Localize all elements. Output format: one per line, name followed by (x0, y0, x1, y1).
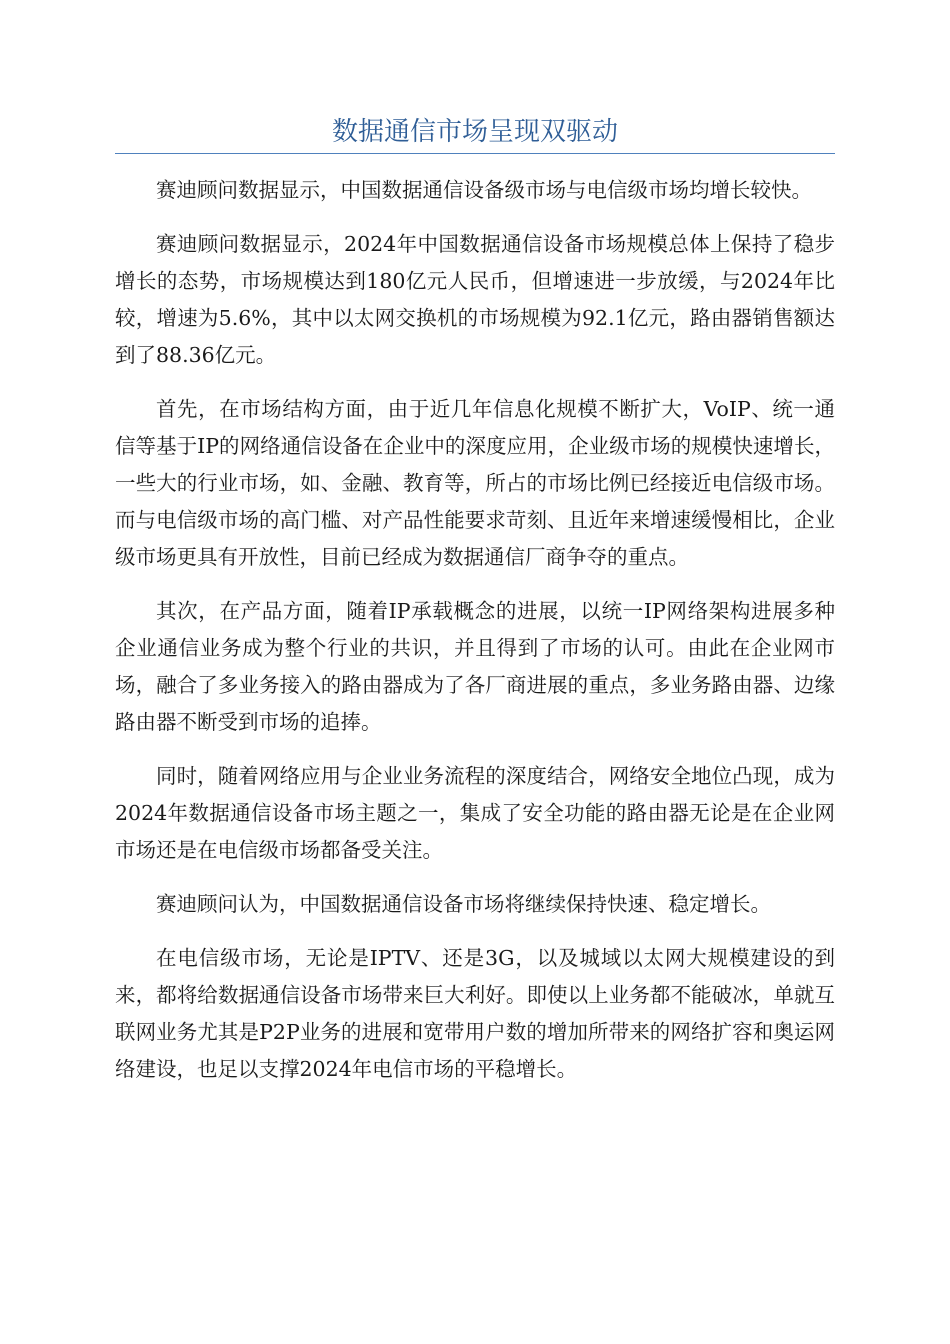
paragraph: 赛迪顾问数据显示，2024年中国数据通信设备市场规模总体上保持了稳步增长的态势，市场规模达到180亿元人民币，但增速进一步放缓，与2024年比较，增速为5.6%，其中以太网交换机的市场规模为92.1亿元，路由器销售额达到了88.36亿元。 (115, 232, 835, 367)
document-body (115, 172, 835, 1105)
paragraph: 首先，在市场结构方面，由于近几年信息化规模不断扩大，VoIP、统一通信等基于IP的网络通信设备在企业中的深度应用，企业级市场的规模快速增长，一些大的行业市场，如、金融、教育等，所占的市场比例已经接近电信级市场。而与电信级市场的高门槛、对产品性能要求苛刻、且近年来增速缓慢相比，企业级市场更具有开放性，目前已经成为数据通信厂商争夺的重点。 (115, 397, 835, 569)
title-underline (115, 153, 835, 154)
paragraph: 同时，随着网络应用与企业业务流程的深度结合，网络安全地位凸现，成为2024年数据通信设备市场主题之一，集成了安全功能的路由器无论是在企业网市场还是在电信级市场都备受关注。 (115, 764, 835, 862)
paragraph: 其次，在产品方面，随着IP承载概念的进展，以统一IP网络架构进展多种企业通信业务成为整个行业的共识，并且得到了市场的认可。由此在企业网市场，融合了多业务接入的路由器成为了各厂商进展的重点，多业务路由器、边缘路由器不断受到市场的追捧。 (115, 599, 835, 734)
paragraph: 赛迪顾问认为，中国数据通信设备市场将继续保持快速、稳定增长。 (156, 892, 771, 916)
page-title: 数据通信市场呈现双驱动 (331, 117, 618, 147)
paragraph: 赛迪顾问数据显示，中国数据通信设备级市场与电信级市场均增长较快。 (156, 178, 812, 202)
paragraph: 在电信级市场，无论是IPTV、还是3G，以及城域以太网大规模建设的到来，都将给数据通信设备市场带来巨大利好。即使以上业务都不能破冰，单就互联网业务尤其是P2P业务的进展和宽带用户数的增加所带来的网络扩容和奥运网络建设，也足以支撑2024年电信市场的平稳增长。 (115, 946, 835, 1081)
